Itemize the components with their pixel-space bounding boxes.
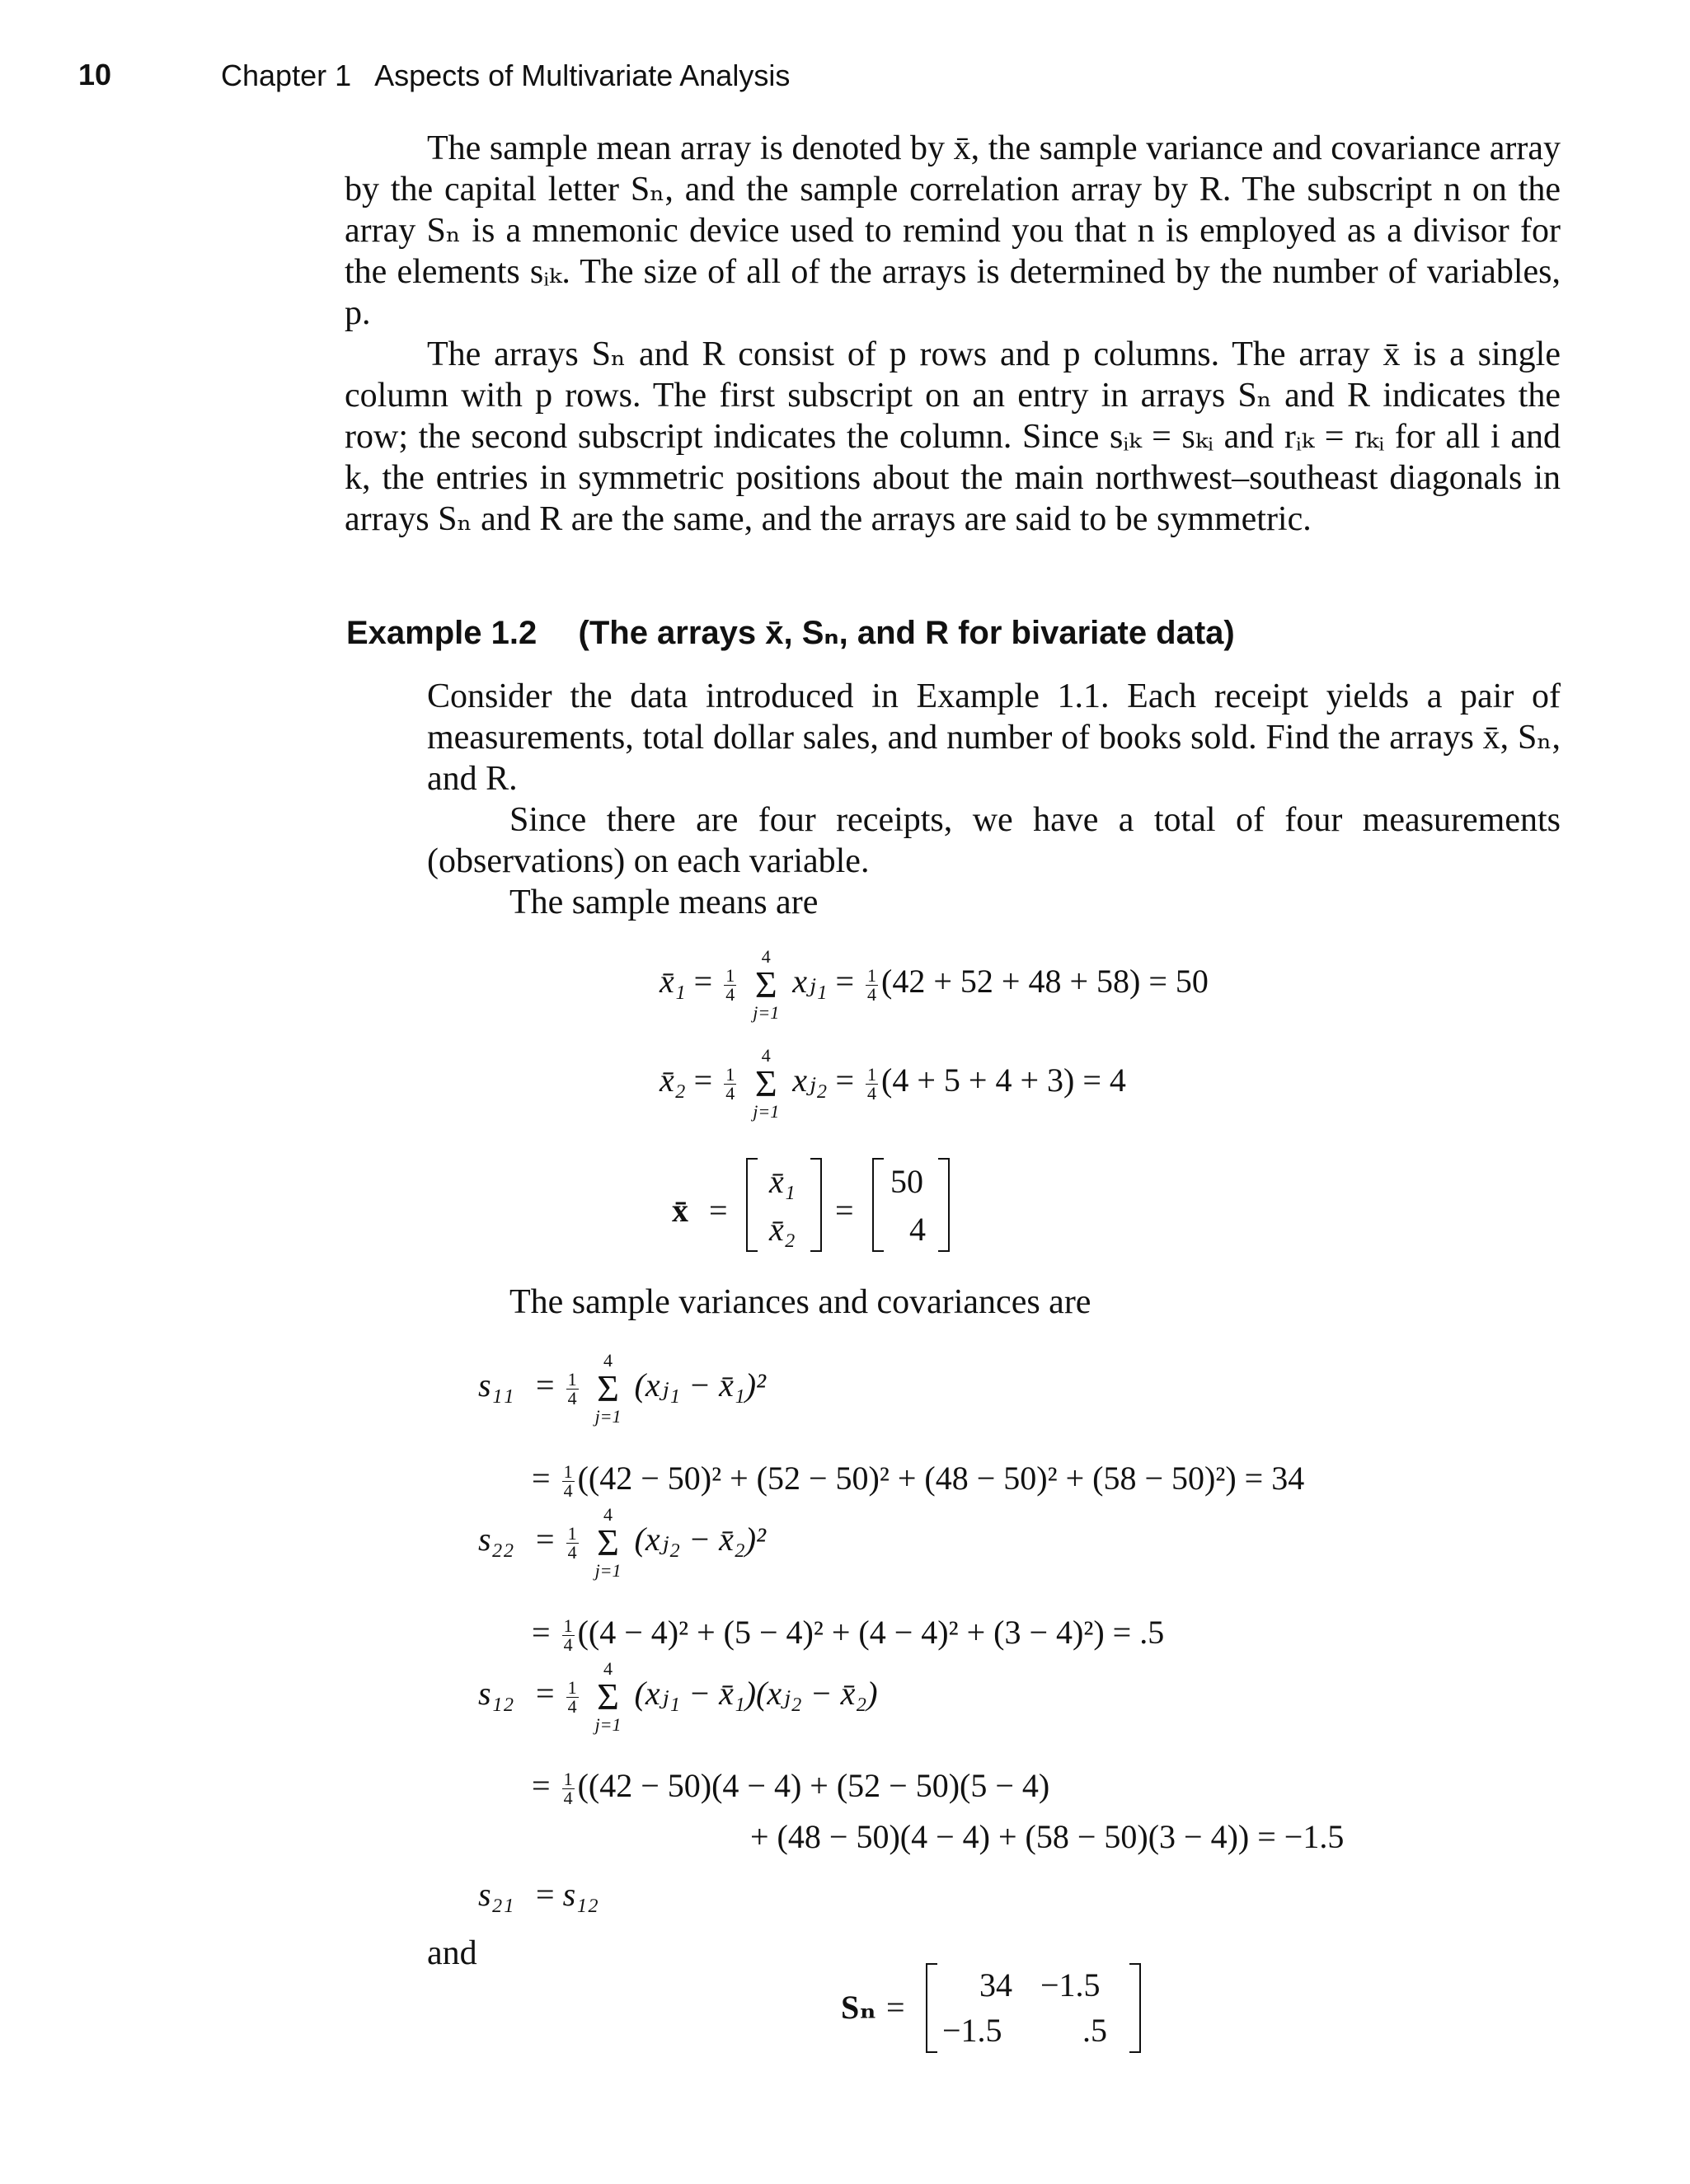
equation-s11 <box>478 1352 766 1426</box>
fraction: $\frac{1}{4}$ <box>725 964 735 1005</box>
right-bracket <box>938 1158 950 1252</box>
equals-sign: = <box>536 1521 555 1558</box>
eq-lhs: x̄₂ <box>660 1062 686 1099</box>
matrix-entry: −1.5 <box>942 2012 1002 2049</box>
eq-rhs: s₁₂ <box>562 1876 599 1913</box>
fraction: $\frac{1}{4}$ <box>567 1676 577 1717</box>
matrix-entry: .5 <box>1082 2012 1107 2049</box>
intro-paragraph-2: The arrays Sₙ and R consist of p rows and p columns. The array x̄ is a single column with p rows. The first subscript on an entry in arrays Sₙ and R indicates the row; the second subscript indicates the column. Since sᵢₖ = sₖᵢ and rᵢₖ = rₖᵢ for all i and k, the entries in symmetric positions about the main northwest–southeast diagonals in arrays Sₙ and R are the same, and the arrays are said to be symmetric. <box>345 335 1561 538</box>
equals-sign: = <box>532 1460 551 1497</box>
summand: xⱼ₁ <box>792 963 828 1001</box>
left-bracket <box>872 1158 884 1252</box>
variances-intro: The sample variances and covariances are <box>509 1283 1091 1321</box>
summand: (xⱼ₂ − x̄₂)² <box>634 1521 767 1558</box>
equals-sign: = <box>536 1366 555 1404</box>
matrix-entry: x̄₁ <box>769 1163 796 1200</box>
example-label: Example 1.2 <box>346 615 538 651</box>
equals-sign: = <box>536 1675 555 1713</box>
sum-operator: 4 Σ j=1 <box>753 1045 780 1122</box>
equals-sign: = <box>532 1614 551 1651</box>
running-title: Chapter 1 Aspects of Multivariate Analysis <box>221 59 791 92</box>
eq-lhs: x̄ <box>672 1192 688 1229</box>
fraction: $\frac{1}{4}$ <box>567 1522 577 1563</box>
fraction: $\frac{1}{4}$ <box>563 1461 573 1502</box>
sum-operator: 4 Σ j=1 <box>753 946 780 1023</box>
right-bracket <box>1129 1963 1141 2053</box>
left-bracket <box>926 1963 937 2053</box>
matrix-entry: x̄₂ <box>769 1211 796 1248</box>
example-title: (The arrays x̄, Sₙ, and R for bivariate data) <box>578 615 1235 651</box>
sum-operator: 4 Σ j=1 <box>594 1504 622 1581</box>
expression: ((42 − 50)(4 − 4) + (52 − 50)(5 − 4) <box>577 1767 1050 1804</box>
right-bracket <box>810 1158 822 1252</box>
left-bracket <box>746 1158 758 1252</box>
equation-s12 <box>478 1660 878 1734</box>
equals-sign: = <box>693 963 713 1001</box>
equals-sign: = <box>709 1192 728 1229</box>
matrix-entry: −1.5 <box>1040 1966 1101 2004</box>
example-paragraph-2: Since there are four receipts, we have a total of four measurements (observations) on each variable. <box>427 801 1561 880</box>
equation-mean-1 <box>660 948 1209 1022</box>
equals-sign: = <box>532 1767 551 1804</box>
equation-s22 <box>478 1506 766 1580</box>
summand: (xⱼ₁ − x̄₁)(xⱼ₂ − x̄₂) <box>634 1675 878 1713</box>
summand: (xⱼ₁ − x̄₁)² <box>634 1366 767 1404</box>
eq-lhs: s₂₂ <box>478 1521 514 1558</box>
sum-operator: 4 Σ j=1 <box>594 1658 622 1735</box>
fraction: $\frac{1}{4}$ <box>563 1615 573 1656</box>
expression: ((4 − 4)² + (5 − 4)² + (4 − 4)² + (3 − 4)²) = .5 <box>577 1614 1165 1651</box>
matrix-entry: 34 <box>979 1966 1012 2004</box>
eq-lhs: s₁₁ <box>478 1366 514 1404</box>
intro-paragraph-1: The sample mean array is denoted by x̄, the sample variance and covariance array by the capital letter Sₙ, and the sample correlation array by R. The subscript n on the array Sₙ is a mnemonic device used to remind you that n is employed as a divisor for the elements sᵢₖ. The size of all of the arrays is determined by the number of variables, p. <box>345 129 1561 332</box>
fraction: $\frac{1}{4}$ <box>563 1769 573 1809</box>
equation-s21 <box>478 1875 599 1914</box>
eq-lhs: x̄₁ <box>660 963 686 1001</box>
example-paragraph-1: Consider the data introduced in Example 1.1. Each receipt yields a pair of measurements, total dollar sales, and number of books sold. Find the arrays x̄, Sₙ, and R. <box>427 677 1561 798</box>
example-heading <box>346 614 1235 652</box>
example-paragraph-3: The sample means are <box>509 883 819 921</box>
fraction: $\frac{1}{4}$ <box>725 1063 735 1104</box>
equals-sign: = <box>693 1062 713 1099</box>
expression: ((42 − 50)² + (52 − 50)² + (48 − 50)² + (58 − 50)²) = 34 <box>577 1460 1305 1497</box>
matrix-entry: 4 <box>909 1211 926 1248</box>
and-word: and <box>427 1934 477 1972</box>
equals-sign: = <box>536 1876 555 1913</box>
equals-sign: = <box>886 1989 905 2026</box>
eq-lhs: s₂₁ <box>478 1876 514 1913</box>
sum-operator: 4 Σ j=1 <box>594 1350 622 1427</box>
eq-lhs: s₁₂ <box>478 1675 514 1713</box>
example-text <box>427 676 1561 923</box>
intro-text <box>345 128 1561 540</box>
summand: xⱼ₂ <box>792 1062 828 1099</box>
eq-lhs: Sₙ <box>841 1989 877 2026</box>
fraction: $\frac{1}{4}$ <box>867 964 876 1005</box>
expression: (42 + 52 + 48 + 58) = 50 <box>881 963 1209 1001</box>
equation-s22-expansion <box>532 1613 1164 1654</box>
equation-s11-expansion <box>532 1459 1304 1500</box>
equals-sign: = <box>835 1192 854 1229</box>
fraction: $\frac{1}{4}$ <box>567 1368 577 1408</box>
equals-sign: = <box>835 1062 854 1099</box>
matrix-entry: 50 <box>890 1163 923 1200</box>
page-number: 10 <box>78 58 112 91</box>
expression: (4 + 5 + 4 + 3) = 4 <box>881 1062 1126 1099</box>
fraction: $\frac{1}{4}$ <box>867 1063 876 1104</box>
equation-s12-expansion-2: + (48 − 50)(4 − 4) + (58 − 50)(3 − 4)) = −1.5 <box>750 1818 1345 1855</box>
equation-mean-2 <box>660 1047 1126 1121</box>
equation-s12-expansion-1 <box>532 1766 1049 1807</box>
equals-sign: = <box>835 963 854 1001</box>
